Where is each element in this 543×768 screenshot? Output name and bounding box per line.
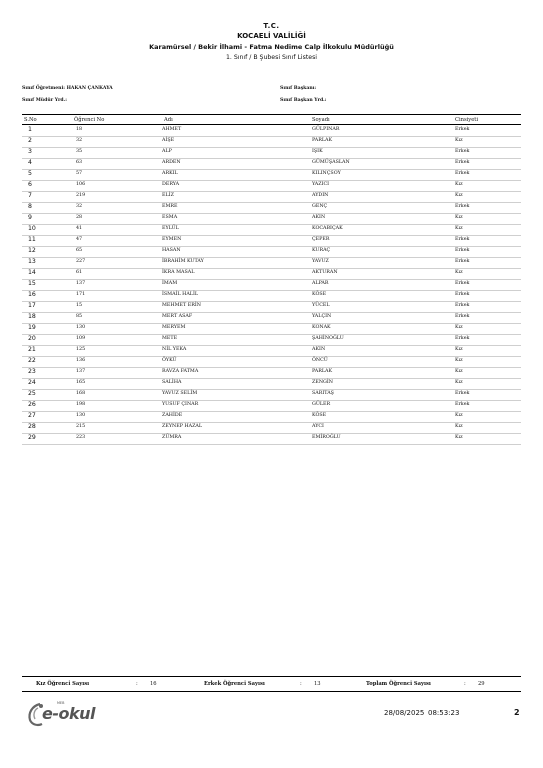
column-header-name: Adı <box>164 117 173 123</box>
row-sno: 9 <box>28 214 32 221</box>
row-student-no: 57 <box>76 171 83 176</box>
row-last-name: YALÇIN <box>312 314 332 319</box>
row-first-name: AHMET <box>162 127 182 132</box>
row-student-no: 15 <box>76 303 83 308</box>
row-gender: Erkek <box>455 402 470 407</box>
row-sno: 25 <box>28 390 36 397</box>
row-gender: Erkek <box>455 127 470 132</box>
row-last-name: YAVUZ <box>312 259 329 264</box>
row-gender: Erkek <box>455 248 470 253</box>
row-student-no: 227 <box>76 259 86 264</box>
row-last-name: KURAÇ <box>312 248 331 253</box>
row-student-no: 65 <box>76 248 83 253</box>
row-student-no: 47 <box>76 237 83 242</box>
row-last-name: AKTURAN <box>312 270 338 275</box>
row-last-name: ZENGİN <box>312 380 333 385</box>
row-last-name: PARLAK <box>312 138 333 143</box>
row-sno: 27 <box>28 412 36 419</box>
row-last-name: GENÇ <box>312 204 328 209</box>
total-count-label: Toplam Öğrenci Sayısı <box>366 681 431 687</box>
row-gender: Kız <box>455 413 463 418</box>
row-gender: Erkek <box>455 204 470 209</box>
row-last-name: ŞAHİNOĞLU <box>312 336 344 341</box>
row-first-name: ÖYKÜ <box>162 358 177 363</box>
row-student-no: 137 <box>76 369 86 374</box>
row-sno: 28 <box>28 423 36 430</box>
row-sno: 2 <box>28 137 32 144</box>
row-student-no: 85 <box>76 314 83 319</box>
class-vice-president: Sınıf Başkan Yrd.: <box>280 98 327 103</box>
row-last-name: SARITAŞ <box>312 391 334 396</box>
row-first-name: MERT ASAF <box>162 314 193 319</box>
row-sno: 13 <box>28 258 36 265</box>
row-first-name: DERYA <box>162 182 180 187</box>
logo-superscript: MEB <box>57 701 65 705</box>
row-gender: Kız <box>455 226 463 231</box>
row-first-name: METE <box>162 336 178 341</box>
row-sno: 8 <box>28 203 32 210</box>
girls-count-value: 16 <box>150 681 157 687</box>
row-first-name: HASAN <box>162 248 181 253</box>
row-first-name: İMAM <box>162 281 178 286</box>
row-gender: Kız <box>455 325 463 330</box>
row-student-no: 168 <box>76 391 86 396</box>
print-date: 28/08/2025 <box>384 709 425 717</box>
row-gender: Kız <box>455 182 463 187</box>
row-sno: 12 <box>28 247 36 254</box>
row-sno: 24 <box>28 379 36 386</box>
boys-count-label: Erkek Öğrenci Sayısı <box>204 681 265 687</box>
row-first-name: YAVUZ SELİM <box>162 391 198 396</box>
row-gender: Kız <box>455 435 463 440</box>
girls-count-label: Kız Öğrenci Sayısı <box>36 681 90 687</box>
header-governorship: KOCAELİ VALİLİĞİ <box>237 32 306 40</box>
row-last-name: GÜMÜŞASLAN <box>312 160 350 165</box>
row-last-name: AYDIN <box>312 193 329 198</box>
row-student-no: 223 <box>76 435 86 440</box>
row-first-name: ZAHİDE <box>162 413 183 418</box>
row-gender: Erkek <box>455 391 470 396</box>
row-sno: 1 <box>28 126 32 133</box>
row-first-name: ESMA <box>162 215 178 220</box>
row-student-no: 171 <box>76 292 86 297</box>
e-okul-logo <box>26 700 96 728</box>
total-count-separator: : <box>464 681 466 687</box>
row-gender: Kız <box>455 193 463 198</box>
row-student-no: 32 <box>76 138 83 143</box>
row-student-no: 165 <box>76 380 86 385</box>
row-last-name: ALPAR <box>312 281 329 286</box>
row-first-name: ARDEN <box>162 160 181 165</box>
row-sno: 11 <box>28 236 36 243</box>
row-first-name: EYMEN <box>162 237 182 242</box>
row-last-name: GÜLER <box>312 402 331 407</box>
row-student-no: 28 <box>76 215 83 220</box>
row-gender: Erkek <box>455 259 470 264</box>
row-gender: Erkek <box>455 149 470 154</box>
row-gender: Erkek <box>455 281 470 286</box>
row-first-name: ARKIL <box>162 171 178 176</box>
row-student-no: 215 <box>76 424 86 429</box>
row-last-name: AKIN <box>312 347 326 352</box>
row-gender: Erkek <box>455 303 470 308</box>
row-gender: Kız <box>455 358 463 363</box>
class-vice-principal: Sınıf Müdür Yrd.: <box>22 98 67 103</box>
row-sno: 5 <box>28 170 32 177</box>
total-count-value: 29 <box>478 681 485 687</box>
row-first-name: SALİHA <box>162 380 182 385</box>
row-student-no: 106 <box>76 182 86 187</box>
column-header-student-no: Öğrenci No <box>74 117 105 123</box>
row-sno: 23 <box>28 368 36 375</box>
row-gender: Erkek <box>455 292 470 297</box>
row-last-name: KOCABIÇAK <box>312 226 343 231</box>
row-first-name: AİŞE <box>162 138 175 143</box>
row-sno: 7 <box>28 192 32 199</box>
row-first-name: ZEYNEP HAZAL <box>162 424 203 429</box>
row-first-name: RAVZA FATMA <box>162 369 199 374</box>
row-sno: 15 <box>28 280 36 287</box>
row-student-no: 61 <box>76 270 83 275</box>
row-student-no: 41 <box>76 226 83 231</box>
row-first-name: EYLÜL <box>162 226 179 231</box>
row-sno: 14 <box>28 269 36 276</box>
row-last-name: KÖSE <box>312 292 327 297</box>
row-gender: Erkek <box>455 237 470 242</box>
row-first-name: MEHMET ERİN <box>162 303 201 308</box>
row-student-no: 125 <box>76 347 86 352</box>
row-first-name: İSMAİL HALİL <box>162 292 199 297</box>
row-first-name: ALP <box>162 149 172 154</box>
row-first-name: ZÜMRA <box>162 435 182 440</box>
column-header-sno: S.No <box>24 117 37 123</box>
logo-text: e-okul <box>42 704 95 723</box>
row-sno: 17 <box>28 302 36 309</box>
row-first-name: YUSUF ÇINAR <box>162 402 199 407</box>
row-last-name: YÜCEL <box>312 303 330 308</box>
row-sno: 19 <box>28 324 36 331</box>
row-gender: Kız <box>455 380 463 385</box>
row-gender: Erkek <box>455 160 470 165</box>
page-title: 1. Sınıf / B Şubesi Sınıf Listesi <box>225 54 318 61</box>
row-student-no: 130 <box>76 325 86 330</box>
row-sno: 20 <box>28 335 36 342</box>
row-last-name: AYCI <box>312 424 324 429</box>
row-gender: Kız <box>455 270 463 275</box>
row-sno: 26 <box>28 401 36 408</box>
row-last-name: ÖNCÜ <box>312 358 328 363</box>
row-student-no: 63 <box>76 160 83 165</box>
row-gender: Kız <box>455 215 463 220</box>
row-sno: 21 <box>28 346 36 353</box>
table-row <box>22 433 521 445</box>
row-student-no: 35 <box>76 149 83 154</box>
row-student-no: 219 <box>76 193 86 198</box>
row-sno: 29 <box>28 434 36 441</box>
girls-count-separator: : <box>136 681 138 687</box>
page-number: 2 <box>514 708 520 717</box>
row-sno: 3 <box>28 148 32 155</box>
header-tc: T.C. <box>263 22 280 30</box>
footer-top-rule <box>22 676 521 677</box>
column-header-surname: Soyadı <box>312 117 330 123</box>
row-last-name: KÖSE <box>312 413 327 418</box>
column-header-gender: Cinsiyeti <box>455 117 479 123</box>
row-student-no: 32 <box>76 204 83 209</box>
row-student-no: 18 <box>76 127 83 132</box>
class-president: Sınıf Başkanı: <box>280 86 317 91</box>
row-student-no: 109 <box>76 336 86 341</box>
row-first-name: ELİZ <box>162 193 174 198</box>
class-teacher: Sınıf Öğretmeni: HAKAN ÇANKAYA <box>22 86 113 91</box>
row-gender: Kız <box>455 347 463 352</box>
row-last-name: ÇEPER <box>312 237 330 242</box>
row-student-no: 137 <box>76 281 86 286</box>
row-sno: 4 <box>28 159 32 166</box>
row-first-name: İBRAHİM KUTAY <box>162 259 204 264</box>
row-first-name: NİL YEKA <box>162 347 187 352</box>
footer-bottom-rule <box>22 691 521 692</box>
row-last-name: EMİROĞLU <box>312 435 341 440</box>
row-first-name: EMRE <box>162 204 178 209</box>
row-sno: 18 <box>28 313 36 320</box>
row-last-name: KILINÇSOY <box>312 171 341 176</box>
row-last-name: IŞIK <box>312 149 323 154</box>
row-sno: 16 <box>28 291 36 298</box>
row-first-name: İKRA MASAL <box>162 270 195 275</box>
row-last-name: YAZICI <box>312 182 330 187</box>
boys-count-value: 13 <box>314 681 321 687</box>
table-top-rule <box>22 114 521 115</box>
row-sno: 6 <box>28 181 32 188</box>
row-last-name: GÜLPINAR <box>312 127 340 132</box>
row-gender: Kız <box>455 138 463 143</box>
row-first-name: MERYEM <box>162 325 186 330</box>
header-school: Karamürsel / Bekir İlhami - Fatma Nedime Calp İlkokulu Müdürlüğü <box>149 43 394 51</box>
row-gender: Erkek <box>455 171 470 176</box>
row-gender: Kız <box>455 424 463 429</box>
row-sno: 22 <box>28 357 36 364</box>
row-last-name: PARLAK <box>312 369 333 374</box>
row-student-no: 130 <box>76 413 86 418</box>
row-last-name: KONAK <box>312 325 331 330</box>
row-gender: Erkek <box>455 336 470 341</box>
row-last-name: AKIN <box>312 215 326 220</box>
row-gender: Kız <box>455 369 463 374</box>
row-gender: Erkek <box>455 314 470 319</box>
row-student-no: 136 <box>76 358 86 363</box>
print-time: 08:53:23 <box>428 709 460 717</box>
row-student-no: 198 <box>76 402 86 407</box>
row-sno: 10 <box>28 225 36 232</box>
boys-count-separator: : <box>300 681 302 687</box>
